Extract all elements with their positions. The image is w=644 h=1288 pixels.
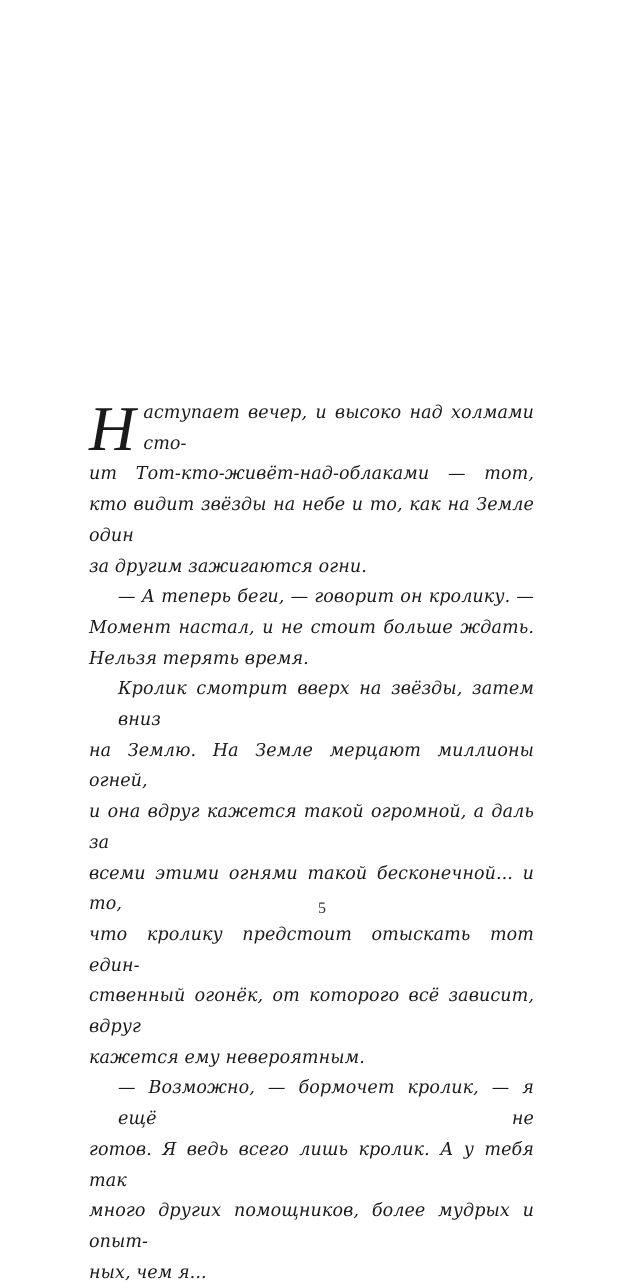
text-line: на Землю. На Земле мерцают миллионы огней,	[89, 740, 534, 792]
page-number: 5	[318, 900, 326, 917]
text-line: аступает вечер, и высоко над холмами сто-	[143, 403, 534, 454]
text-line: Момент настал, и не стоит больше ждать.	[89, 617, 534, 638]
text-line: ит Тот-кто-живёт-над-облаками — тот,	[89, 464, 534, 485]
paragraph-4	[89, 1073, 534, 1288]
drop-cap: Н	[89, 393, 136, 464]
text-line: — А теперь беги, — говорит он кролику. —	[118, 587, 534, 608]
paragraph-2	[89, 582, 534, 674]
text-line: — Возможно, — бормочет кролик, — я ещё не	[118, 1078, 534, 1130]
text-line: Нельзя терять время.	[89, 648, 309, 669]
text-line: и она вдруг кажется такой огромной, а даль за	[89, 802, 534, 853]
text-line: кто видит звёзды на небе и то, как на Земле один	[89, 495, 534, 546]
text-line: ных, чем я...	[89, 1262, 207, 1283]
body-text	[89, 393, 534, 1288]
text-line: всеми этими огнями такой бесконечной... и то,	[89, 863, 534, 915]
text-line: готов. Я ведь всего лишь кролик. А у тебя так	[89, 1139, 534, 1191]
text-line: Кролик смотрит вверх на звёзды, затем вниз	[118, 679, 534, 731]
text-line: ственный огонёк, от которого всё зависит, вдруг	[89, 986, 534, 1038]
text-line: много других помощников, более мудрых и опыт-	[89, 1201, 534, 1252]
text-line: за другим зажигаются огни.	[89, 556, 367, 577]
paragraph-3	[89, 674, 534, 1073]
text-line: кажется ему невероятным.	[89, 1047, 365, 1068]
text-line: что кролику предстоит отыскать тот един-	[89, 924, 534, 976]
paragraph-1	[89, 393, 534, 582]
